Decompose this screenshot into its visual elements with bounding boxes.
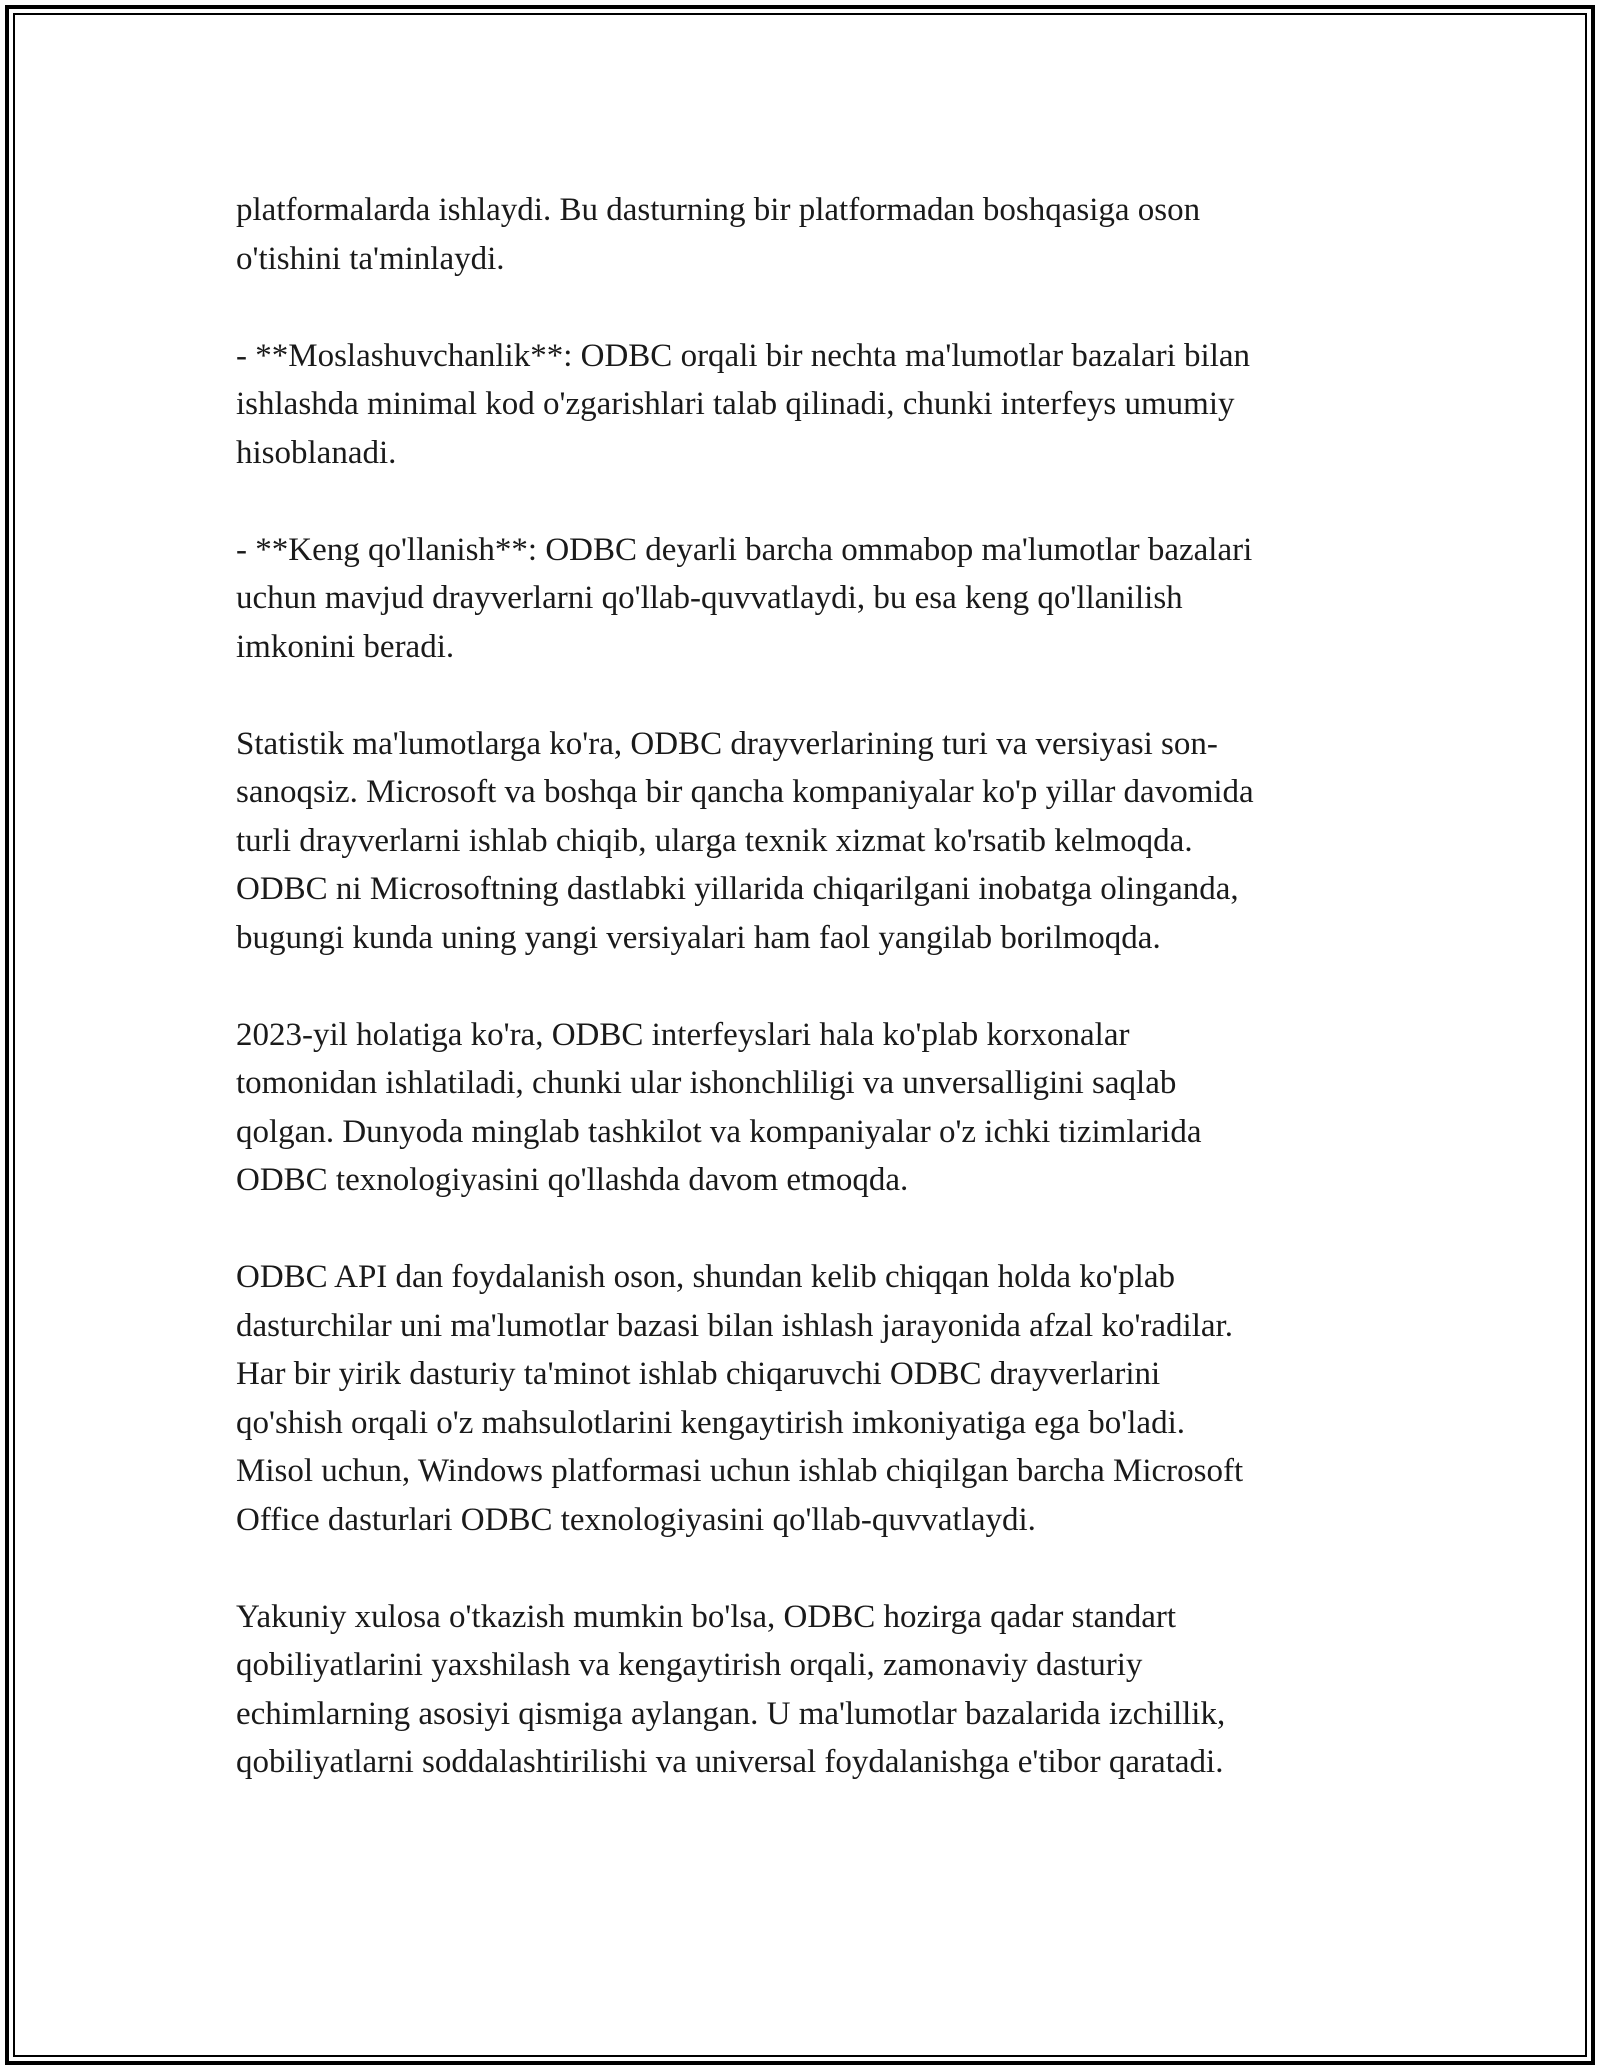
bullet-wide-usage: - **Keng qo'llanish**: ODBC deyarli barcha ommabop ma'lumotlar bazalari uchun mavjud drayverlarni qo'llab-quvvatlaydi, bu esa keng qo'llanilish imkonini beradi.: [236, 531, 1253, 665]
document-body: [236, 186, 1416, 1835]
paragraph-statistics: Statistik ma'lumotlarga ko'ra, ODBC drayverlarining turi va versiyasi son- sanoqsiz. Microsoft va boshqa bir qancha kompaniyalar ko'p yillar davomida turli drayverlarni ishlab chiqib, ularga texnik xizmat ko'rsatib kelmoqda. ODBC ni Microsoftning dastlabki yillarida chiqarilgani inobatga olinganda, bugungi kunda uning yangi versiyalari ham faol yangilab borilmoqda.: [236, 725, 1254, 956]
paragraph-odbc-api: ODBC API dan foydalanish oson, shundan kelib chiqqan holda ko'plab dasturchilar uni ma'lumotlar bazasi bilan ishlash jarayonida afzal ko'radilar. Har bir yirik dasturiy ta'minot ishlab chiqaruvchi ODBC drayverlarini qo'shish orqali o'z mahsulotlarini kengaytirish imkoniyatiga ega bo'ladi. Misol uchun, Windows platformasi uchun ishlab chiqilgan barcha Microsoft Office dasturlari ODBC texnologiyasini qo'llab-quvvatlaydi.: [236, 1259, 1244, 1538]
paragraph-2023-status: 2023-yil holatiga ko'ra, ODBC interfeyslari hala ko'plab korxonalar tomonidan ishlatiladi, chunki ular ishonchliligi va unversalligini saqlab qolgan. Dunyoda minglab tashkilot va kompaniyalar o'z ichki tizimlarida ODBC texnologiyasini qo'llashda davom etmoqda.: [236, 1016, 1202, 1198]
paragraph-conclusion: Yakuniy xulosa o'tkazish mumkin bo'lsa, ODBC hozirga qadar standart qobiliyatlarini yaxshilash va kengaytirish orqali, zamonaviy dasturiy echimlarning asosiyi qismiga aylangan. U ma'lumotlar bazalarida izchillik, qobiliyatlarni soddalashtirilishi va universal foydalanishga e'tibor qaratadi.: [236, 1598, 1226, 1780]
paragraph-platform-continuation: platformalarda ishlaydi. Bu dasturning bir platformadan boshqasiga oson o'tishini ta'minlaydi.: [236, 192, 1201, 277]
bullet-flexibility: - **Moslashuvchanlik**: ODBC orqali bir nechta ma'lumotlar bazalari bilan ishlashda minimal kod o'zgarishlari talab qilinadi, chunki interfeys umumiy hisoblanadi.: [236, 337, 1251, 471]
